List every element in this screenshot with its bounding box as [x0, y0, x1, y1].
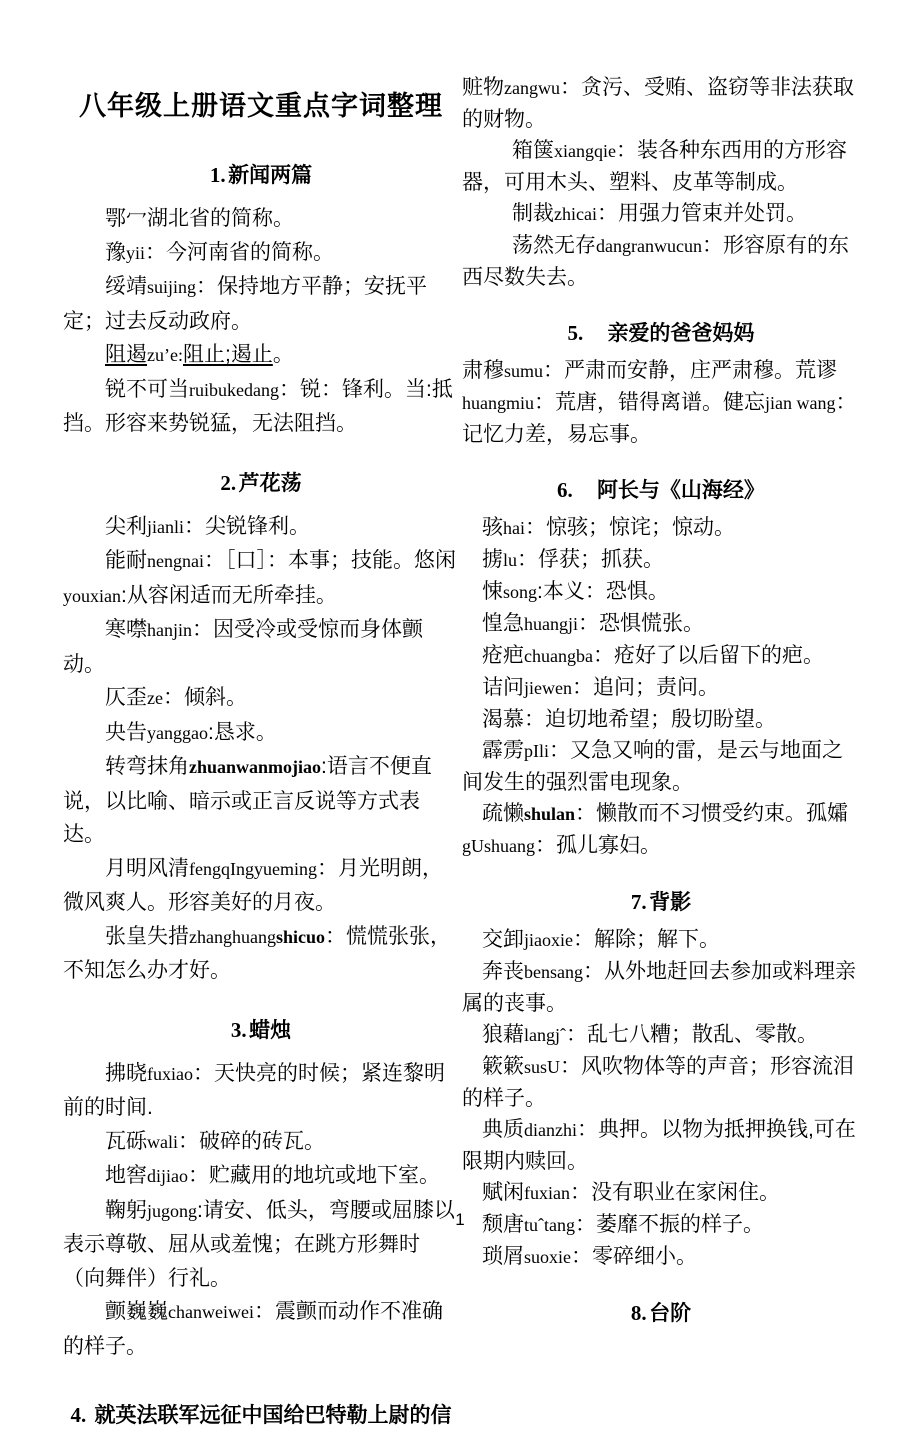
pinyin-text: jian wang: [765, 393, 836, 413]
left-column: [63, 78, 459, 1442]
chinese-text: 诘问: [482, 676, 524, 699]
chinese-text: 鄂冖湖北省的简称。: [105, 207, 294, 230]
pinyin-text: pIli: [524, 741, 549, 761]
chinese-text: ：用强力管束并处罚。: [596, 202, 807, 225]
chinese-text: 张皇失措: [105, 924, 189, 948]
vocab-paragraph: [63, 1159, 459, 1194]
chinese-text: 狼藉: [482, 1023, 524, 1046]
chinese-text: ：懒散而不习惯受约束。孤孀: [575, 802, 849, 825]
chinese-text: 骇: [482, 516, 503, 539]
chinese-text: 肃穆: [462, 359, 504, 382]
chinese-text: ：疮好了以后留下的疤。: [592, 644, 824, 667]
section-heading: [462, 317, 860, 347]
chinese-text: ：孤儿寡妇。: [535, 834, 661, 857]
section-number: 4.: [70, 1403, 87, 1427]
section-heading: [462, 886, 860, 916]
chinese-text: 交卸: [482, 928, 524, 951]
pinyin-text: hanjin: [147, 620, 192, 640]
section-number: 6.: [557, 478, 573, 502]
pinyin-text: fuxiao: [147, 1063, 193, 1084]
chinese-text: ：形容原有的东西尽数失去。: [462, 234, 849, 289]
pinyin-text: langjˆ: [524, 1025, 566, 1045]
chinese-text: ：今河南省的简称。: [145, 240, 335, 264]
vocab-paragraph: [462, 1019, 860, 1051]
chinese-text: 疮疤: [482, 644, 524, 667]
chinese-text: 绥靖: [105, 275, 147, 298]
chinese-text: 琐屑: [482, 1245, 524, 1268]
pinyin-text: fengqIngyueming: [189, 858, 317, 879]
chinese-text: 尖利: [105, 514, 147, 538]
pinyin-text: huangmiu: [462, 393, 534, 413]
chinese-text: 鞠躬: [105, 1198, 147, 1222]
vocab-paragraph: [462, 1114, 860, 1177]
vocab-paragraph: [462, 135, 860, 198]
pinyin-text: zu’e:: [147, 345, 183, 365]
vocab-paragraph: [462, 230, 860, 293]
vocab-paragraph: [462, 72, 860, 135]
vocab-paragraph: [63, 1295, 459, 1363]
vocab-paragraph: [63, 270, 459, 338]
chinese-text: 霹雳: [482, 739, 524, 762]
pinyin-text: suoxie: [524, 1247, 571, 1267]
chinese-text: 颤巍巍: [105, 1300, 168, 1323]
chinese-text: ：保持地方平静；安抚平定；过去反动政府。: [63, 275, 428, 333]
pinyin-text: jiewen: [524, 678, 572, 698]
pinyin-text: suijing: [147, 277, 197, 297]
pinyin-text: jianli: [147, 516, 184, 537]
chinese-text: ：惊骇；惊诧；惊动。: [525, 516, 735, 539]
chinese-text: ：装各种东西用的方形容器，可用木头、塑料、皮革等制成。: [462, 139, 847, 194]
chinese-text: 地窖: [105, 1164, 147, 1187]
chinese-text: ：又急又响的雷，是云与地面之间发生的强烈雷电现象。: [462, 739, 843, 794]
chinese-text: 箱箧: [512, 139, 554, 162]
pinyin-text: chanweiwei: [168, 1302, 254, 1322]
chinese-text: 寒噤: [105, 618, 147, 641]
chinese-text: ：月光明朗，微风爽人。形容美好的月夜。: [63, 856, 443, 914]
vocab-paragraph: [63, 920, 459, 988]
chinese-text: ：典押。以物为抵押换钱,可在限期内赎回。: [462, 1118, 856, 1173]
section-heading: [462, 474, 860, 504]
chinese-text: ：震颤而动作不准确的样子。: [63, 1300, 443, 1358]
vocab-paragraph: [63, 373, 459, 441]
pinyin-text: jugong: [147, 1200, 198, 1221]
section-title: 阿长与《山海经》: [596, 479, 765, 502]
vocab-paragraph: [63, 750, 459, 852]
chinese-text: ：天快亮的时候；紧连黎明前的时间.: [63, 1061, 445, 1119]
chinese-text: ：没有职业在家闲住。: [569, 1181, 780, 1204]
vocab-paragraph: [63, 1194, 459, 1296]
pinyin-text: song: [503, 582, 538, 602]
pinyin-text: ruibukedang: [189, 379, 279, 400]
vocab-paragraph: [63, 202, 459, 236]
chinese-text: :本义：恐惧。: [537, 580, 669, 603]
pinyin-text: xiangqie: [554, 141, 616, 161]
section-heading: [63, 1014, 459, 1044]
chinese-text: ：贪污、受贿、盗窃等非法获取的财物。: [462, 76, 854, 131]
chinese-text: ：恐惧慌张。: [578, 612, 704, 635]
document-title: 八年级上册语文重点字词整理: [79, 91, 443, 121]
chinese-text: ：［口］：本事；技能。悠闲: [203, 549, 456, 572]
vocab-paragraph: [462, 924, 860, 956]
chinese-text: 瓦砾: [105, 1129, 147, 1153]
section-title: 亲爱的爸爸妈妈: [607, 322, 755, 345]
vocab-paragraph: [462, 198, 860, 230]
vocab-paragraph: [63, 236, 459, 271]
chinese-text: 锐不可当: [105, 377, 189, 401]
chinese-text: 转弯抹角: [105, 755, 189, 778]
chinese-text: ：贮藏用的地坑或地下室。: [188, 1164, 440, 1187]
section-heading: [462, 1297, 860, 1327]
section-title: 蜡烛: [249, 1018, 292, 1042]
chinese-text: 渴慕：迫切地希望；殷切盼望。: [482, 708, 776, 731]
chinese-text: ：尖锐锋利。: [184, 514, 310, 538]
chinese-text: ：破碎的砖瓦。: [178, 1129, 325, 1153]
vocab-paragraph: [462, 355, 860, 450]
vocab-paragraph: [63, 613, 459, 681]
section-number: 5.: [567, 321, 584, 345]
chinese-text: ：乱七八糟；散乱、零散。: [566, 1023, 818, 1046]
chinese-text: :请安、低头，弯腰或屈膝以表示尊敬、屈从或羞愧；在跳方形舞时（向舞伴）行礼。: [63, 1198, 455, 1290]
chinese-text: 阻遏: [105, 343, 147, 366]
pinyin-text: fuxian: [524, 1183, 570, 1203]
vocab-paragraph: [63, 544, 459, 613]
section-title: 就英法联军远征中国给巴特勒上尉的信: [88, 1404, 452, 1427]
vocab-paragraph: [63, 681, 459, 716]
pinyin-text: zangwu: [504, 78, 560, 98]
chinese-text: 典质: [482, 1118, 524, 1141]
chinese-text: 惶急: [482, 612, 524, 635]
chinese-text: 央告: [105, 720, 147, 744]
chinese-text: 赋闲: [482, 1181, 524, 1204]
vocab-paragraph: [63, 1125, 459, 1160]
vocab-paragraph: [462, 735, 860, 798]
pinyin-text: youxian: [63, 585, 121, 606]
chinese-text: ：追问；责问。: [571, 676, 719, 699]
pinyin-text: nengnai: [147, 551, 204, 571]
pinyin-text: wali: [147, 1131, 178, 1152]
page-number: 1: [455, 1210, 465, 1229]
pinyin-text: zhanghuang: [189, 926, 276, 947]
vocab-paragraph: [462, 798, 860, 862]
pinyin-text: bensang: [524, 962, 583, 982]
chinese-text: 豫: [105, 240, 126, 264]
section-number: 2.: [220, 470, 237, 495]
pinyin-text: susU: [524, 1057, 561, 1077]
vocab-paragraph: [63, 338, 459, 373]
chinese-text: 掳: [482, 548, 503, 571]
chinese-text: 荡然无存: [512, 234, 596, 257]
chinese-text: :从容闲适而无所牵挂。: [121, 583, 337, 607]
vocab-paragraph: [462, 956, 860, 1019]
pinyin-text: zhicai: [554, 204, 597, 224]
vocab-paragraph: [63, 510, 459, 545]
vocab-paragraph: [63, 1057, 459, 1125]
chinese-text: ：慌慌张张，不知怎么办才好。: [63, 924, 451, 982]
vocab-paragraph: [462, 672, 860, 704]
pinyin-text: huangji: [524, 614, 578, 634]
chinese-text: :恳求。: [207, 720, 277, 744]
vocab-paragraph: [462, 608, 860, 640]
section-number: 3.: [230, 1017, 247, 1042]
chinese-text: ：倾斜。: [162, 686, 247, 709]
section-title: 背影: [649, 891, 692, 914]
chinese-text: ：从外地赶回去参加或料理亲属的丧事。: [462, 960, 856, 1015]
vocab-paragraph: [462, 1051, 860, 1114]
chinese-text: 颓唐: [482, 1213, 524, 1236]
pinyin-text: shicuo: [275, 926, 325, 947]
section-number: 7.: [630, 890, 647, 914]
chinese-text: :语言不便直说，以比喻、暗示或正言反说等方式表达。: [63, 755, 432, 846]
section-number: 8.: [630, 1301, 647, 1325]
pinyin-text: tuˆtang: [524, 1215, 575, 1235]
chinese-text: 簌簌: [482, 1055, 524, 1078]
chinese-text: 月明风清: [105, 856, 189, 880]
pinyin-text: jiaoxie: [524, 930, 573, 950]
section-title: 台阶: [649, 1302, 692, 1325]
chinese-text: 制裁: [512, 202, 554, 225]
vocab-paragraph: [462, 544, 860, 576]
chinese-text: ：解除；解下。: [572, 928, 720, 951]
pinyin-text: lu: [503, 550, 518, 570]
vocab-paragraph: [462, 640, 860, 672]
chinese-text: 赃物: [462, 76, 504, 99]
chinese-text: ：锐：锋利。当:抵挡。形容来势锐猛，无法阻挡。: [63, 377, 453, 435]
pinyin-text: yanggao: [147, 722, 208, 743]
chinese-text: ：记忆力差，易忘事。: [462, 391, 857, 446]
vocab-paragraph: [462, 704, 860, 735]
right-column: [462, 72, 860, 1335]
pinyin-text: sumu: [504, 361, 544, 381]
chinese-text: 阻止;遏止: [182, 343, 273, 366]
chinese-text: 能耐: [105, 549, 147, 572]
pinyin-text: hai: [503, 518, 525, 538]
chinese-text: 。: [272, 343, 294, 366]
pinyin-text: gUshuang: [462, 836, 535, 856]
vocab-paragraph: [462, 576, 860, 608]
pinyin-text: dianzhi: [524, 1120, 577, 1140]
chinese-text: 疏懒: [482, 802, 524, 825]
pinyin-text: zhuanwanmojiao: [189, 757, 322, 777]
pinyin-text: dangranwucun: [596, 236, 702, 256]
pinyin-text: yii: [126, 242, 146, 263]
vocab-paragraph: [462, 512, 860, 544]
pinyin-text: chuangba: [524, 646, 593, 666]
vocab-paragraph: [462, 1177, 860, 1209]
vocab-paragraph: [462, 1241, 860, 1273]
section-heading: [63, 1399, 459, 1429]
chinese-text: ：萎靡不振的样子。: [575, 1213, 764, 1236]
section-title: 芦花荡: [238, 471, 302, 495]
chinese-text: ：风吹物体等的声音；形容流泪的样子。: [462, 1055, 855, 1110]
chinese-text: ：俘获；抓获。: [517, 548, 665, 571]
pinyin-text: ze: [147, 688, 163, 708]
section-number: 1.: [209, 163, 226, 187]
vocab-paragraph: [63, 716, 459, 751]
chinese-text: 奔丧: [482, 960, 524, 983]
pinyin-text: shulan: [524, 804, 576, 824]
chinese-text: ：荒唐，错得离谱。健忘: [534, 391, 765, 414]
section-heading: [63, 159, 459, 189]
chinese-text: 仄歪: [105, 686, 147, 709]
section-title: 新闻两篇: [228, 164, 313, 187]
chinese-text: ：因受冷或受惊而身体颤动。: [63, 618, 423, 676]
chinese-text: 拂晓: [105, 1061, 147, 1085]
chinese-text: ：严肃而安静，庄严肃穆。荒谬: [543, 359, 838, 382]
pinyin-text: dijiao: [147, 1166, 188, 1186]
vocab-paragraph: [63, 852, 459, 920]
chinese-text: 悚: [482, 580, 503, 603]
chinese-text: ：零碎细小。: [571, 1245, 697, 1268]
section-heading: [63, 467, 459, 497]
